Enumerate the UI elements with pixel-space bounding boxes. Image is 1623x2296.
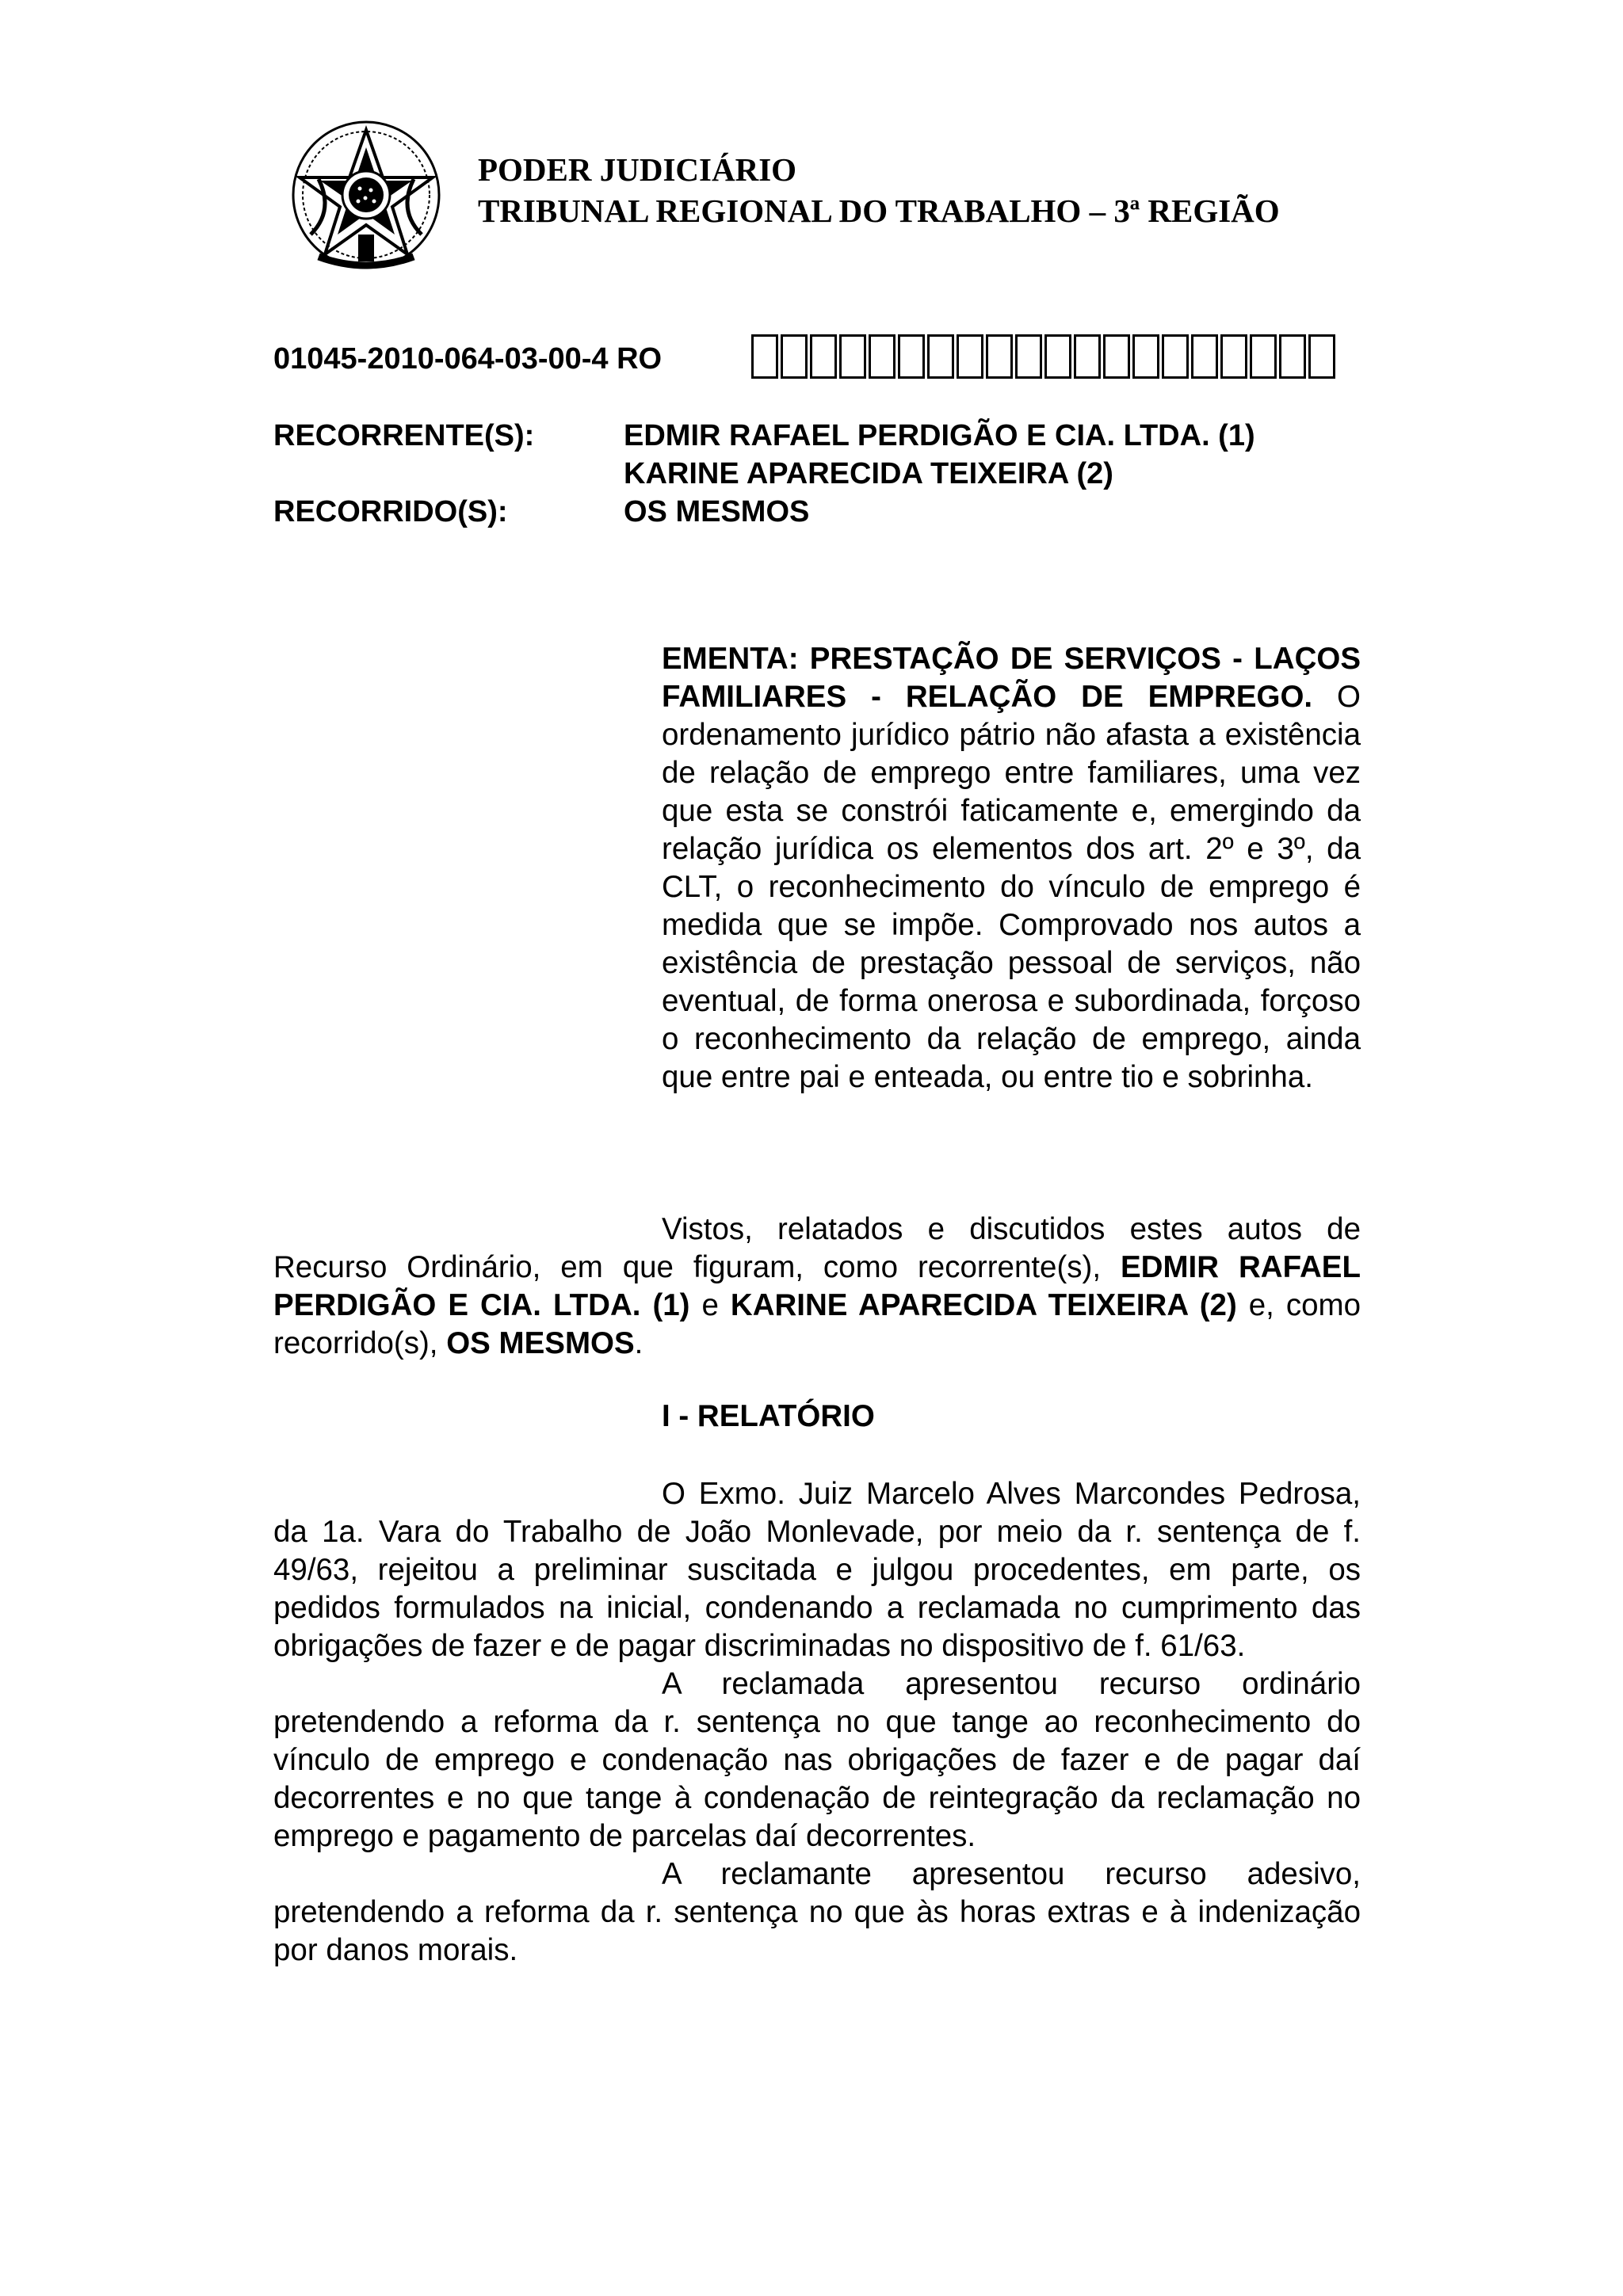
- vistos-text-b: e: [689, 1288, 731, 1322]
- vistos-text-c: e, como recorrido(s),: [273, 1288, 1361, 1360]
- vistos-recorrente-1: EDMIR RAFAEL PERDIGÃO E CIA. LTDA. (1): [273, 1250, 1361, 1322]
- barcode-glyph: [986, 334, 1013, 379]
- recorrido: OS MESMOS: [624, 495, 810, 528]
- vistos-recorrido: OS MESMOS: [446, 1326, 635, 1360]
- vistos-recorrente-2: KARINE APARECIDA TEIXEIRA (2): [730, 1288, 1237, 1322]
- barcode-glyph: [957, 334, 983, 379]
- relatorio-paragraph: A reclamada apresentou recurso ordinário pretendendo a reforma da r. sentença no que tange ao reconhecimento do vínculo de emprego e condenação nas obrigações de fazer e de pagar daí decorrentes e no que tange à condenação de reintegração da reclamação no emprego e pagamento de parcelas daí decorrentes.: [273, 1667, 1361, 1853]
- barcode-glyph: [1191, 334, 1218, 379]
- recorrido-row: [273, 493, 1255, 531]
- barcode-glyph: [1103, 334, 1130, 379]
- barcode-glyph: [869, 334, 896, 379]
- barcode-glyph: [1132, 334, 1159, 379]
- barcode-glyph: [1279, 334, 1306, 379]
- barcode-glyph: [1044, 334, 1071, 379]
- relatorio-paragraph: O Exmo. Juiz Marcelo Alves Marcondes Pedrosa, da 1a. Vara do Trabalho de João Monlevade, por meio da r. sentença de f. 49/63, rejeitou a preliminar suscitada e julgou procedentes, em parte, os pedidos formulados na inicial, condenando a reclamada no cumprimento das obrigações de fazer e de pagar discriminadas no dispositivo de f. 61/63.: [273, 1477, 1361, 1663]
- barcode-glyph: [839, 334, 866, 379]
- barcode-glyph: [927, 334, 954, 379]
- vistos-text-d: .: [634, 1326, 643, 1360]
- barcode-glyph: [751, 334, 778, 379]
- brasao-republica-icon: [287, 116, 445, 282]
- ementa-heading: EMENTA: PRESTAÇÃO DE SERVIÇOS - LAÇOS FAMILIARES - RELAÇÃO DE EMPREGO.: [662, 642, 1361, 714]
- barcode-glyphs: [751, 334, 1335, 379]
- barcode-glyph: [1308, 334, 1335, 379]
- vistos-text-a: Vistos, relatados e discutidos estes autos de Recurso Ordinário, em que figuram, como recorrente(s),: [273, 1212, 1361, 1284]
- recorrente-row-2: [273, 455, 1255, 493]
- section-title-relatorio: I - RELATÓRIO: [662, 1399, 875, 1433]
- parties-block: [273, 417, 1255, 531]
- barcode-glyph: [1015, 334, 1042, 379]
- vistos-paragraph: [273, 1211, 1361, 1363]
- barcode-glyph: [781, 334, 808, 379]
- recorrente-row-1: [273, 417, 1255, 455]
- barcode-glyph: [810, 334, 837, 379]
- relatorio-paragraph: A reclamante apresentou recurso adesivo, pretendendo a reforma da r. sentença no que às horas extras e à indenização por danos morais.: [273, 1857, 1361, 1967]
- court-header: [478, 149, 1280, 231]
- barcode-glyph: [898, 334, 925, 379]
- relatorio-body: [273, 1475, 1361, 1970]
- barcode-glyph: [1074, 334, 1101, 379]
- barcode-glyph: [1250, 334, 1277, 379]
- recorrido-label: RECORRIDO(S):: [273, 495, 508, 528]
- process-number: 01045-2010-064-03-00-4 RO: [273, 342, 663, 376]
- recorrente-2: KARINE APARECIDA TEIXEIRA (2): [624, 457, 1113, 490]
- barcode-glyph: [1220, 334, 1247, 379]
- barcode-glyph: [1162, 334, 1189, 379]
- ementa-text: O ordenamento jurídico pátrio não afasta a existência de relação de emprego entre familiares, uma vez que esta se constrói faticamente e, emergindo da relação jurídica os elementos dos art. 2º e 3º, da CLT, o reconhecimento do vínculo de emprego é medida que se impõe. Comprovado nos autos a existência de prestação pessoal de serviços, não eventual, de forma onerosa e subordinada, forçoso o reconhecimento da relação de emprego, ainda que entre pai e enteada, ou entre tio e sobrinha.: [662, 680, 1361, 1094]
- recorrente-label: RECORRENTE(S):: [273, 419, 535, 452]
- recorrente-1: EDMIR RAFAEL PERDIGÃO E CIA. LTDA. (1): [624, 419, 1255, 452]
- header-line-1: PODER JUDICIÁRIO: [478, 151, 797, 188]
- ementa: [662, 640, 1361, 1097]
- header-line-2: TRIBUNAL REGIONAL DO TRABALHO – 3ª REGIÃO: [478, 193, 1280, 229]
